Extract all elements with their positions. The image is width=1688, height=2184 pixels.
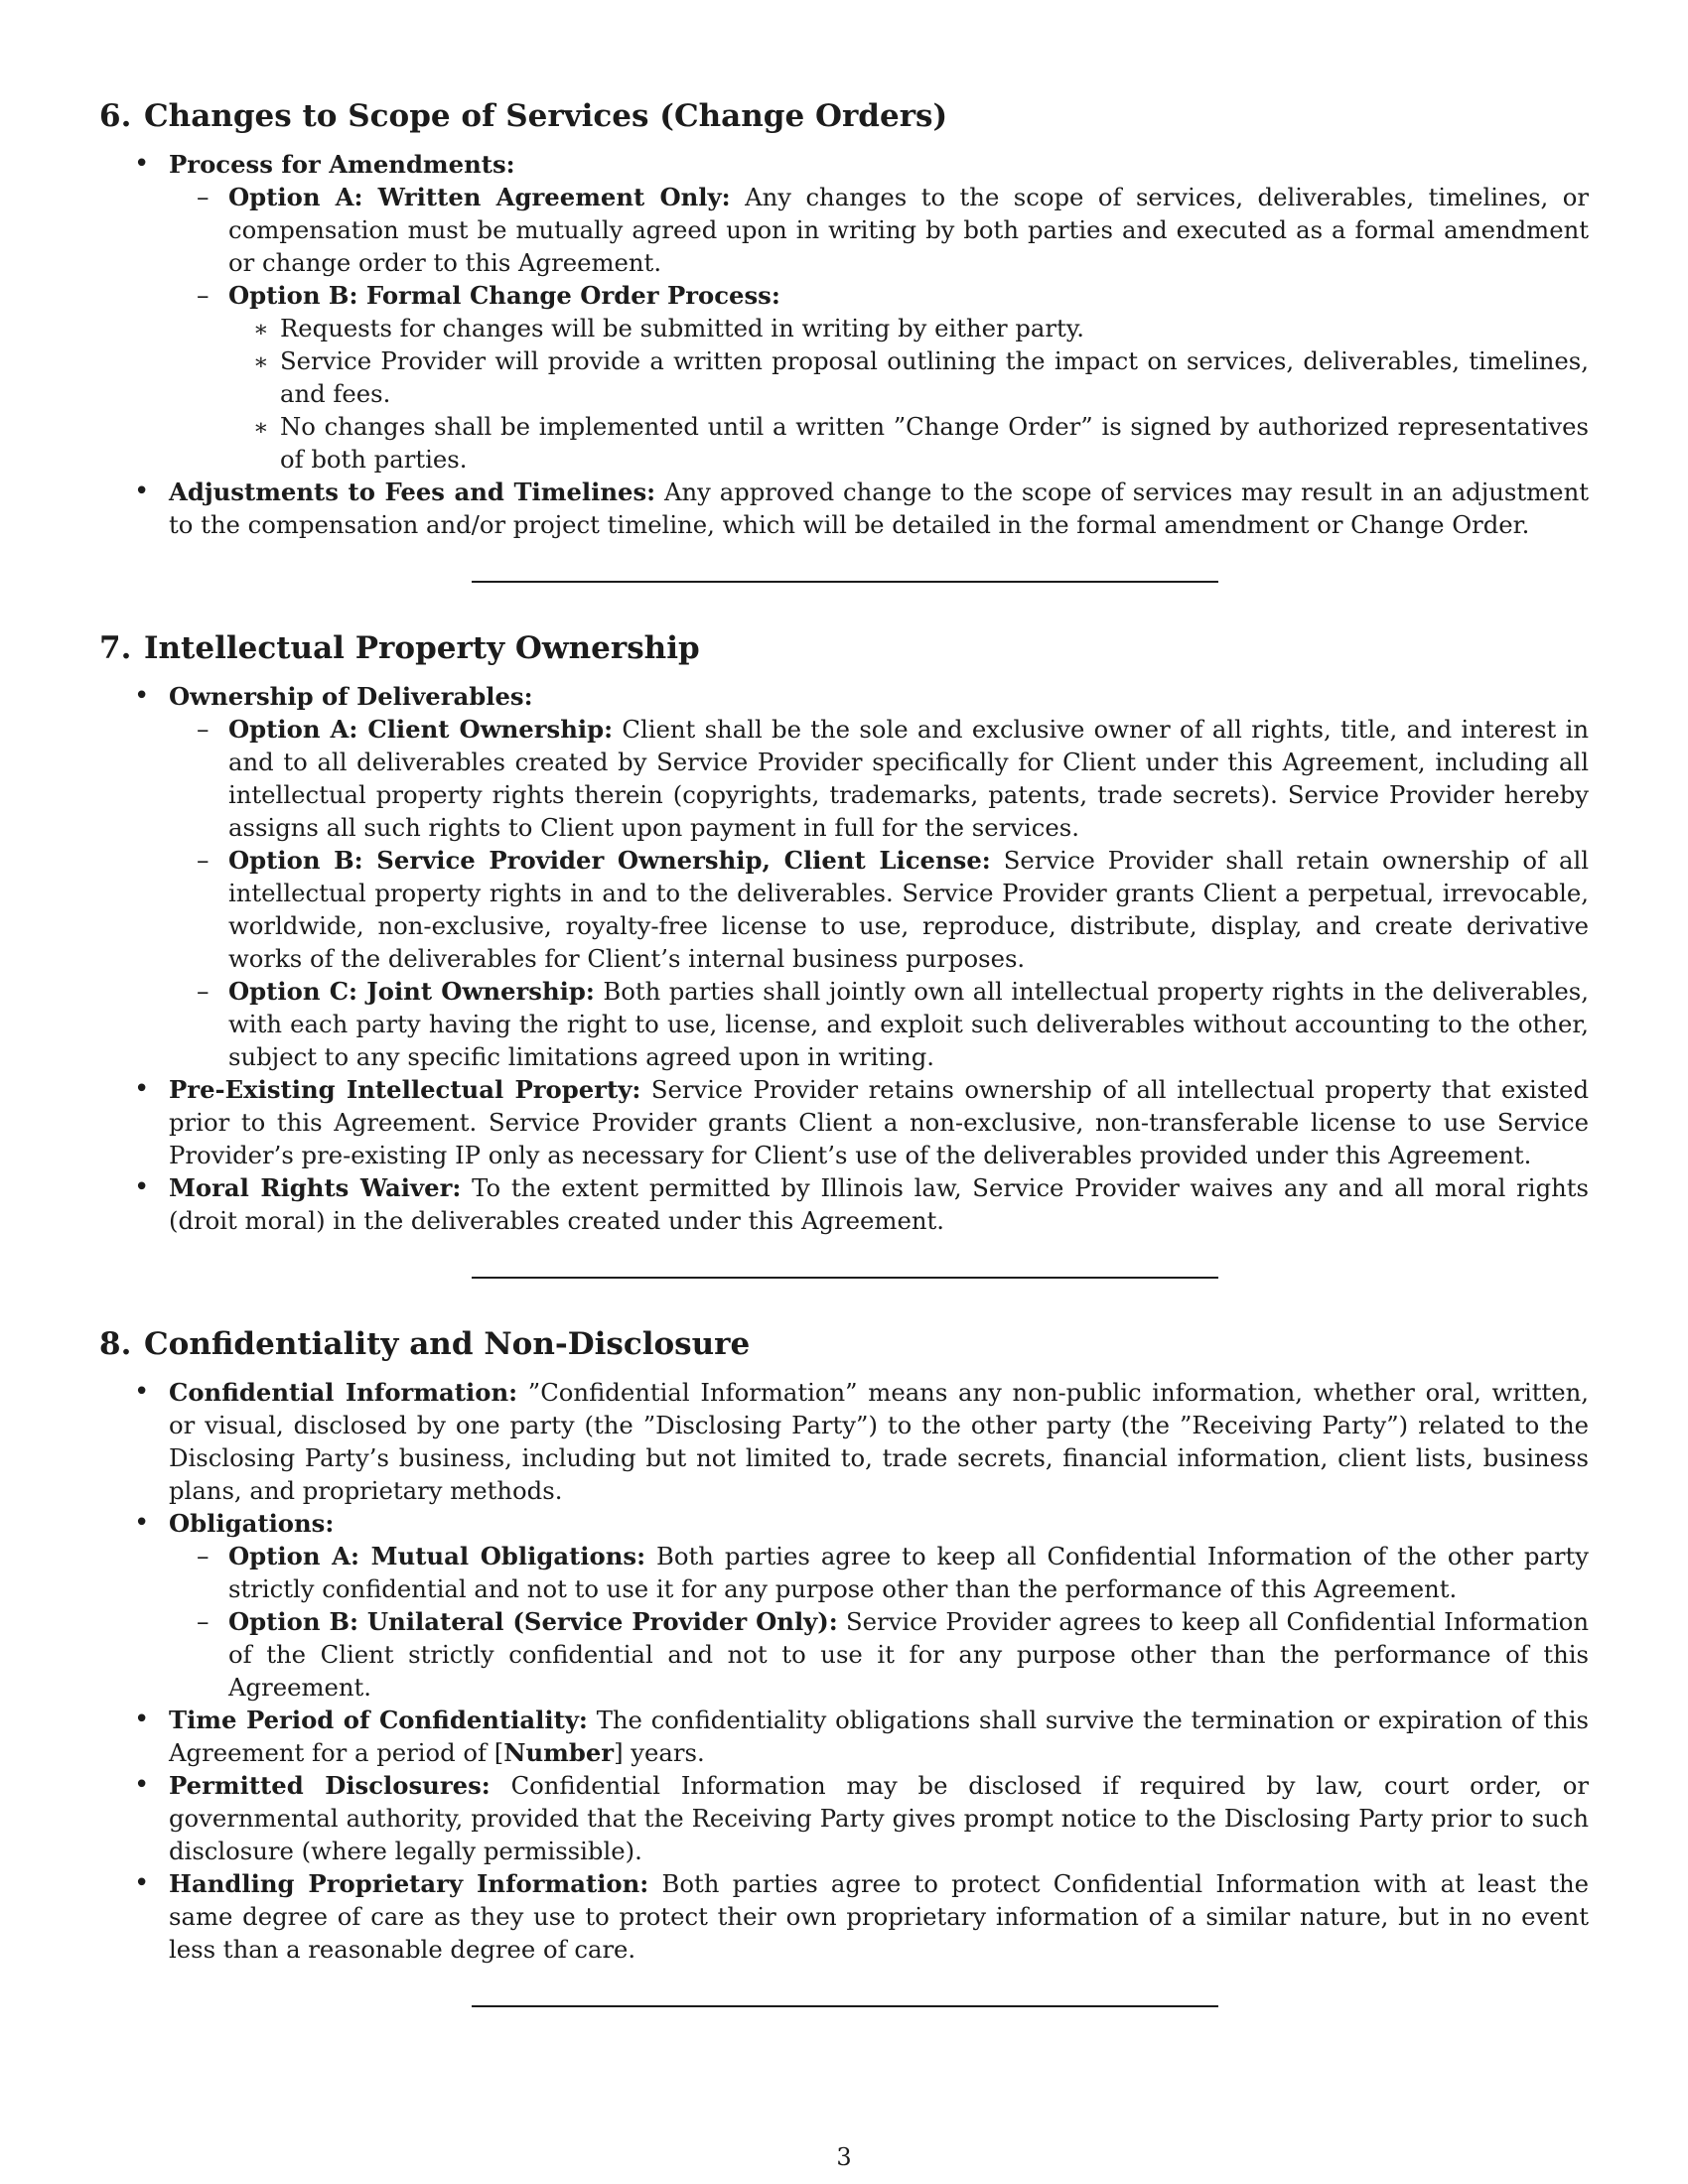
section-number: 7. <box>99 630 132 666</box>
sublist <box>169 181 1589 476</box>
item-text: ] years. <box>614 1738 705 1767</box>
item-text: Any approved change to the scope of services may result in an adjustment to the compensation and/or project timeline, which will be detailed in the formal amendment or Change Order. <box>169 478 1589 539</box>
item-text: ”Confidential Information” means any non-public information, whether oral, written, or visual, disclosed by one party (the ”Disclosing Party”) to the other party (the ”Receiving Party”) related to the Disclosing Party’s business, including but not limited to, trade secrets, financial information, client lists, business plans, and proprietary methods. <box>169 1378 1589 1505</box>
item-text: Both parties agree to keep all Confidential Information of the other party strictly confidential and not to use it for any purpose other than the performance of this Agreement. <box>228 1542 1589 1603</box>
sub-sublist <box>228 312 1589 476</box>
item-text: Service Provider agrees to keep all Confidential Information of the Client strictly confidential and not to use it for any purpose other than the performance of this Agreement. <box>228 1607 1589 1702</box>
item-text: Confidential Information may be disclosed if required by law, court order, or governmental authority, provided that the Receiving Party gives prompt notice to the Disclosing Party prior to such disclosure (where legally permissible). <box>169 1771 1589 1865</box>
item-label: Option A: Mutual Obligations: <box>228 1542 646 1570</box>
item-label: Process for Amendments: <box>169 150 515 179</box>
list-item <box>99 1507 1589 1704</box>
item-text: Both parties agree to protect Confidential Information with at least the same degree of care as they use to protect their own proprietary information of a similar nature, but in no event less than a reasonable degree of care. <box>169 1869 1589 1964</box>
section-heading-7 <box>99 626 1589 670</box>
section-title: Intellectual Property Ownership <box>144 630 700 666</box>
sublist <box>169 1540 1589 1704</box>
item-label: Option B: Formal Change Order Process: <box>228 281 780 310</box>
sublist <box>169 713 1589 1073</box>
item-text: Both parties shall jointly own all intellectual property rights in the deliverables, with each party having the right to use, license, and exploit such deliverables without accounting to the other, subject to any specific limitations agreed upon in writing. <box>228 977 1589 1071</box>
item-label: Option B: Service Provider Ownership, Client License: <box>228 846 991 875</box>
section-7-list <box>99 680 1589 1237</box>
list-item <box>99 476 1589 541</box>
section-6-list <box>99 148 1589 541</box>
item-label: Option A: Written Agreement Only: <box>228 183 731 211</box>
item-label: Option B: Unilateral (Service Provider Only): <box>228 1607 838 1636</box>
list-item <box>99 1171 1589 1237</box>
list-item <box>99 1073 1589 1171</box>
item-text: The confidentiality obligations shall survive the termination or expiration of this Agreement for a period of [ <box>169 1706 1589 1767</box>
item-label: Time Period of Confidentiality: <box>169 1706 588 1734</box>
item-text: Client shall be the sole and exclusive owner of all rights, title, and interest in and to all deliverables created by Service Provider specifically for Client under this Agreement, including all intellectual property rights therein (copyrights, trademarks, patents, trade secrets). Service Provider hereby assigns all such rights to Client upon payment in full for the services. <box>228 715 1589 842</box>
page-number: 3 <box>836 2143 852 2171</box>
list-item <box>99 1704 1589 1769</box>
list-item <box>99 680 1589 1073</box>
list-item: ∗ Service Provider will provide a written proposal outlining the impact on services, deliverables, timelines, and fees. <box>228 344 1589 410</box>
item-label: Obligations: <box>169 1509 335 1538</box>
item-label: Option A: Client Ownership: <box>228 715 614 744</box>
item-label: Option C: Joint Ownership: <box>228 977 595 1006</box>
item-label: Ownership of Deliverables: <box>169 682 533 711</box>
section-heading-6 <box>99 94 1589 138</box>
section-heading-8 <box>99 1322 1589 1366</box>
item-label: Adjustments to Fees and Timelines: <box>169 478 656 506</box>
section-divider <box>472 2005 1218 2007</box>
list-item <box>169 844 1589 975</box>
item-text: Service Provider retains ownership of all intellectual property that existed prior to this Agreement. Service Provider grants Client a non-exclusive, non-transferable license to use Service Provider’s pre-existing IP only as necessary for Client’s use of the deliverables provided under this Agreement. <box>169 1075 1589 1169</box>
section-number: 8. <box>99 1326 132 1362</box>
list-item <box>169 713 1589 844</box>
section-number: 6. <box>99 98 132 134</box>
list-item: ∗ Requests for changes will be submitted in writing by either party. <box>228 312 1589 344</box>
item-label: Confidential Information: <box>169 1378 518 1407</box>
list-item <box>169 975 1589 1073</box>
item-label: Pre-Existing Intellectual Property: <box>169 1075 641 1104</box>
list-item <box>169 181 1589 279</box>
placeholder-number: Number <box>503 1738 615 1767</box>
list-item <box>99 1867 1589 1966</box>
list-item <box>169 1605 1589 1704</box>
section-8-list <box>99 1376 1589 1966</box>
list-item <box>99 1769 1589 1867</box>
item-label: Permitted Disclosures: <box>169 1771 491 1800</box>
list-item <box>169 1540 1589 1605</box>
item-text: Any changes to the scope of services, deliverables, timelines, or compensation must be mutually agreed upon in writing by both parties and executed as a formal amendment or change order to this Agreement. <box>228 183 1589 277</box>
section-title: Confidentiality and Non-Disclosure <box>144 1326 751 1362</box>
item-text: To the extent permitted by Illinois law, Service Provider waives any and all moral rights (droit moral) in the deliverables created under this Agreement. <box>169 1173 1590 1235</box>
section-title: Changes to Scope of Services (Change Orders) <box>144 98 948 134</box>
list-item <box>169 279 1589 476</box>
item-label: Moral Rights Waiver: <box>169 1173 462 1202</box>
item-label: Handling Proprietary Information: <box>169 1869 649 1898</box>
list-item: ∗ No changes shall be implemented until a written ”Change Order” is signed by authorized representatives of both parties. <box>228 410 1589 476</box>
list-item <box>99 1376 1589 1507</box>
page-content <box>99 94 1589 2007</box>
item-text: Service Provider shall retain ownership of all intellectual property rights in and to the deliverables. Service Provider grants Client a perpetual, irrevocable, worldwide, non-exclusive, royalty-free license to use, reproduce, distribute, display, and create derivative works of the deliverables for Client’s internal business purposes. <box>228 846 1589 973</box>
list-item <box>99 148 1589 476</box>
